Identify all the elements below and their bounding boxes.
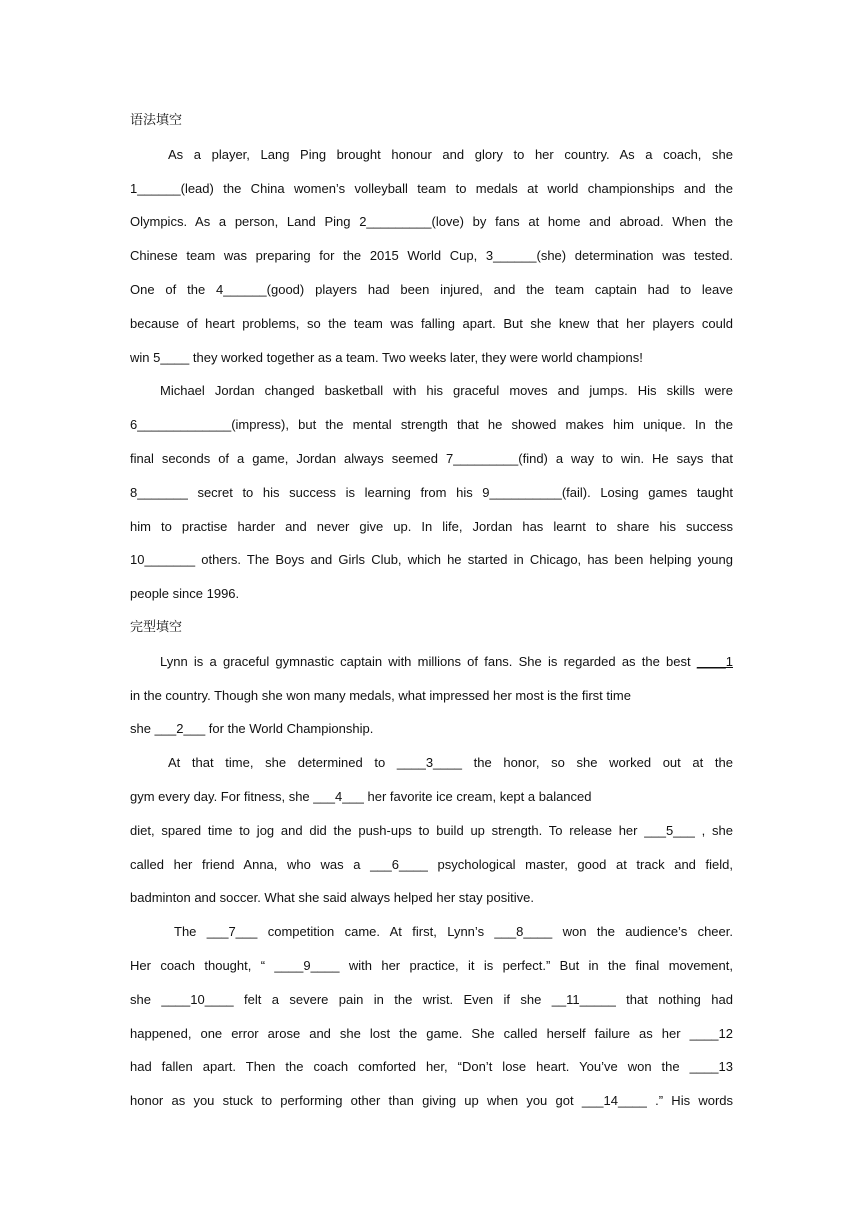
grammar-line — [130, 138, 733, 172]
cloze-line-text: she ___2___ for the World Championship. — [130, 721, 374, 737]
cloze-line — [130, 746, 733, 780]
grammar-line-text: final seconds of a game, Jordan always seemed 7_________(find) a way to win. He says that — [130, 450, 733, 466]
section-heading-cloze: 完型填空 — [130, 619, 183, 635]
grammar-line-text: 6_____________(impress), but the mental strength that he showed makes him unique. In the — [130, 417, 733, 433]
grammar-line-text: him to practise harder and never give up. In life, Jordan has learnt to share his success — [130, 518, 733, 534]
grammar-line-text: because of heart problems, so the team was falling apart. But she knew that her players could — [130, 315, 733, 331]
grammar-line — [130, 408, 733, 442]
grammar-line-text: win 5____ they worked together as a team. Two weeks later, they were world champions! — [130, 349, 643, 365]
cloze-line-text: called her friend Anna, who was a ___6____ psychological master, good at track and field, — [130, 856, 733, 872]
grammar-line-text: 1______(lead) the China women’s volleyball team to medals at world championships and the — [130, 180, 733, 196]
grammar-line — [130, 341, 733, 375]
grammar-line-text: As a player, Lang Ping brought honour and glory to her country. As a coach, she — [168, 146, 733, 162]
cloze-line-text: honor as you stuck to performing other than giving up when you got ___14____ .” His words — [130, 1093, 733, 1109]
cloze-line-text: diet, spared time to jog and did the push-ups to build up strength. To release her ___5___ , she — [130, 822, 733, 838]
cloze-line — [130, 848, 733, 882]
cloze-line-text: At that time, she determined to ____3____ the honor, so she worked out at the — [168, 755, 733, 771]
cloze-passage — [130, 645, 733, 1118]
grammar-line-text: 10_______ others. The Boys and Girls Club, which he started in Chicago, has been helping young — [130, 552, 733, 568]
grammar-line — [130, 307, 733, 341]
cloze-line-text: The ___7___ competition came. At first, Lynn’s ___8____ won the audience’s cheer. — [174, 924, 733, 940]
cloze-line — [130, 1017, 733, 1051]
grammar-line-text: Olympics. As a person, Land Ping 2_________(love) by fans at home and abroad. When the — [130, 214, 733, 230]
cloze-line-text: in the country. Though she won many medals, what impressed her most is the first time — [130, 687, 631, 703]
grammar-line-text: Michael Jordan changed basketball with his graceful moves and jumps. His skills were — [160, 383, 733, 399]
grammar-line — [130, 273, 733, 307]
cloze-line-text: she ____10____ felt a severe pain in the wrist. Even if she __11_____ that nothing had — [130, 991, 733, 1007]
cloze-line — [130, 814, 733, 848]
grammar-line — [130, 239, 733, 273]
cloze-line — [130, 915, 733, 949]
grammar-line — [130, 476, 733, 510]
grammar-line-text: One of the 4______(good) players had been injured, and the team captain had to leave — [130, 281, 733, 297]
grammar-line — [130, 442, 733, 476]
document-page — [130, 104, 733, 1118]
cloze-line — [130, 712, 733, 746]
answer-blank: ____1 — [696, 653, 733, 669]
grammar-line — [130, 577, 733, 611]
grammar-line-text: 8_______ secret to his success is learning from his 9__________(fail). Losing games taught — [130, 484, 733, 500]
cloze-line — [130, 1084, 733, 1118]
cloze-line-text: Her coach thought, “ ____9____ with her practice, it is perfect.” But in the final movement, — [130, 957, 733, 973]
cloze-line — [130, 949, 733, 983]
cloze-line-text: happened, one error arose and she lost the game. She called herself failure as her ____12 — [130, 1025, 733, 1041]
grammar-line — [130, 510, 733, 544]
cloze-line — [130, 983, 733, 1017]
grammar-line — [130, 374, 733, 408]
grammar-line — [130, 205, 733, 239]
grammar-line-text: Chinese team was preparing for the 2015 World Cup, 3______(she) determination was tested. — [130, 248, 733, 264]
cloze-line — [130, 645, 733, 679]
cloze-line-text: gym every day. For fitness, she ___4___ her favorite ice cream, kept a balanced — [130, 788, 592, 804]
cloze-line-text: Lynn is a graceful gymnastic captain with millions of fans. She is regarded as the best — [160, 653, 697, 669]
cloze-line — [130, 1050, 733, 1084]
cloze-line — [130, 679, 733, 713]
grammar-passage — [130, 138, 733, 611]
grammar-line — [130, 543, 733, 577]
cloze-line — [130, 881, 733, 915]
cloze-line — [130, 780, 733, 814]
section-heading-grammar: 语法填空 — [130, 113, 183, 128]
cloze-line-text: had fallen apart. Then the coach comforted her, “Don’t lose heart. You’ve won the ____13 — [130, 1059, 733, 1075]
cloze-line-text: badminton and soccer. What she said always helped her stay positive. — [130, 890, 534, 906]
grammar-line — [130, 172, 733, 206]
grammar-line-text: people since 1996. — [130, 586, 240, 602]
